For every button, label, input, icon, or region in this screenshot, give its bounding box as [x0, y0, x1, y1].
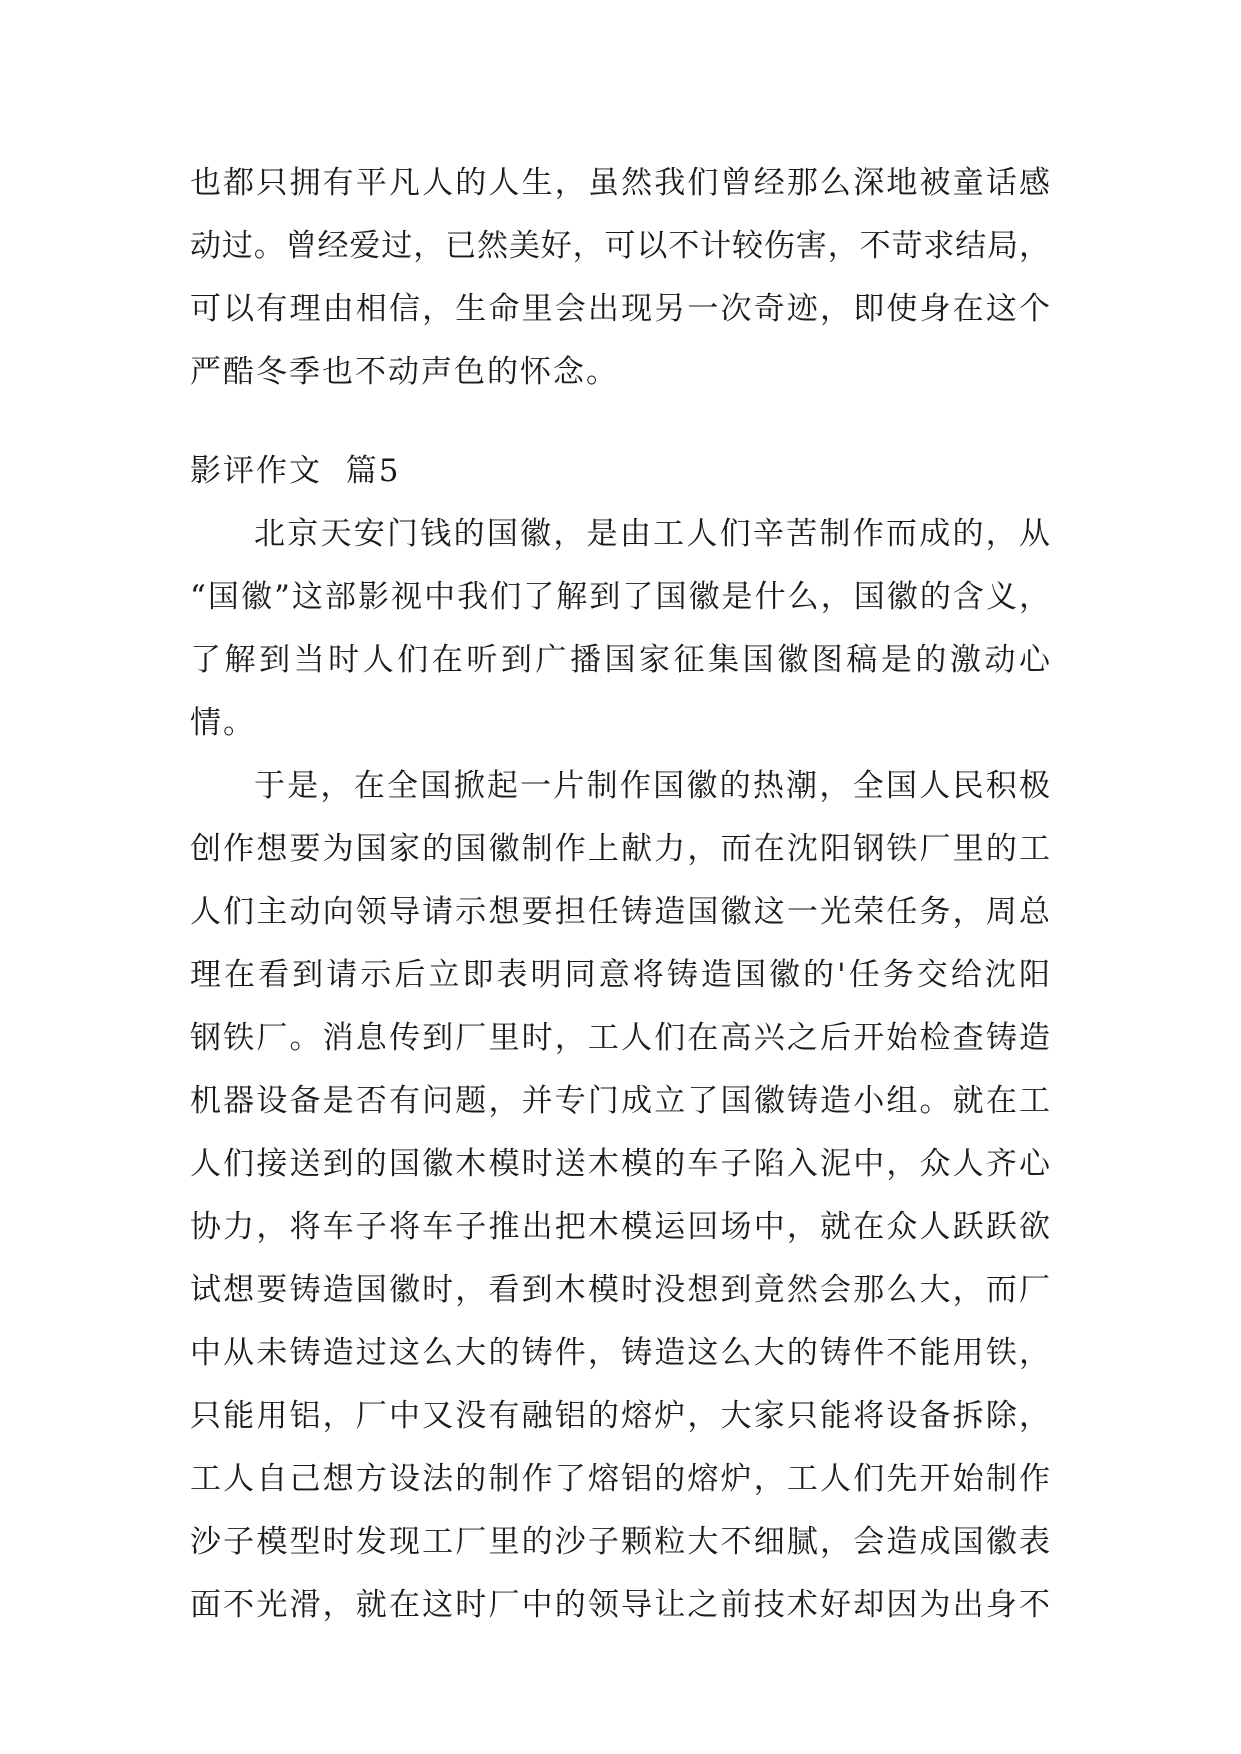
text-line: 协力，将车子将车子推出把木模运回场中，就在众人跃跃欲	[190, 1209, 1050, 1245]
text-line: 面不光滑，就在这时厂中的领导让之前技术好却因为出身不	[190, 1587, 1050, 1623]
text-line: 于是，在全国掀起一片制作国徽的热潮，全国人民积极	[254, 768, 1050, 804]
text-line: 工人自己想方设法的制作了熔铝的熔炉，工人们先开始制作	[190, 1461, 1050, 1497]
text-line: 只能用铝，厂中又没有融铝的熔炉，大家只能将设备拆除，	[190, 1398, 1050, 1434]
text-line: 人们主动向领导请示想要担任铸造国徽这一光荣任务，周总	[190, 894, 1050, 930]
section-heading: 影评作文 篇5	[190, 453, 401, 489]
text-line: 可以有理由相信，生命里会出现另一次奇迹，即使身在这个	[190, 291, 1050, 327]
text-line: 中从未铸造过这么大的铸件，铸造这么大的铸件不能用铁，	[190, 1335, 1050, 1371]
text-line: 北京天安门钱的国徽，是由工人们辛苦制作而成的，从	[254, 516, 1050, 552]
text-line: 情。	[190, 705, 256, 741]
text-line: 了解到当时人们在听到广播国家征集国徽图稿是的激动心	[190, 642, 1050, 678]
text-line: 钢铁厂。消息传到厂里时，工人们在高兴之后开始检查铸造	[190, 1020, 1050, 1056]
text-line: 沙子模型时发现工厂里的沙子颗粒大不细腻，会造成国徽表	[190, 1524, 1050, 1560]
text-line: 理在看到请示后立即表明同意将铸造国徽的'任务交给沈阳	[190, 957, 1050, 993]
text-line: “国徽”这部影视中我们了解到了国徽是什么，国徽的含义，	[190, 579, 1050, 615]
text-line: 试想要铸造国徽时，看到木模时没想到竟然会那么大，而厂	[190, 1272, 1050, 1308]
text-line: 也都只拥有平凡人的人生，虽然我们曾经那么深地被童话感	[190, 165, 1050, 201]
text-line: 机器设备是否有问题，并专门成立了国徽铸造小组。就在工	[190, 1083, 1050, 1119]
text-line: 创作想要为国家的国徽制作上献力，而在沈阳钢铁厂里的工	[190, 831, 1050, 867]
text-line: 人们接送到的国徽木模时送木模的车子陷入泥中，众人齐心	[190, 1146, 1050, 1182]
text-line: 动过。曾经爱过，已然美好，可以不计较伤害，不苛求结局，	[190, 228, 1050, 264]
text-line: 严酷冬季也不动声色的怀念。	[190, 354, 619, 390]
